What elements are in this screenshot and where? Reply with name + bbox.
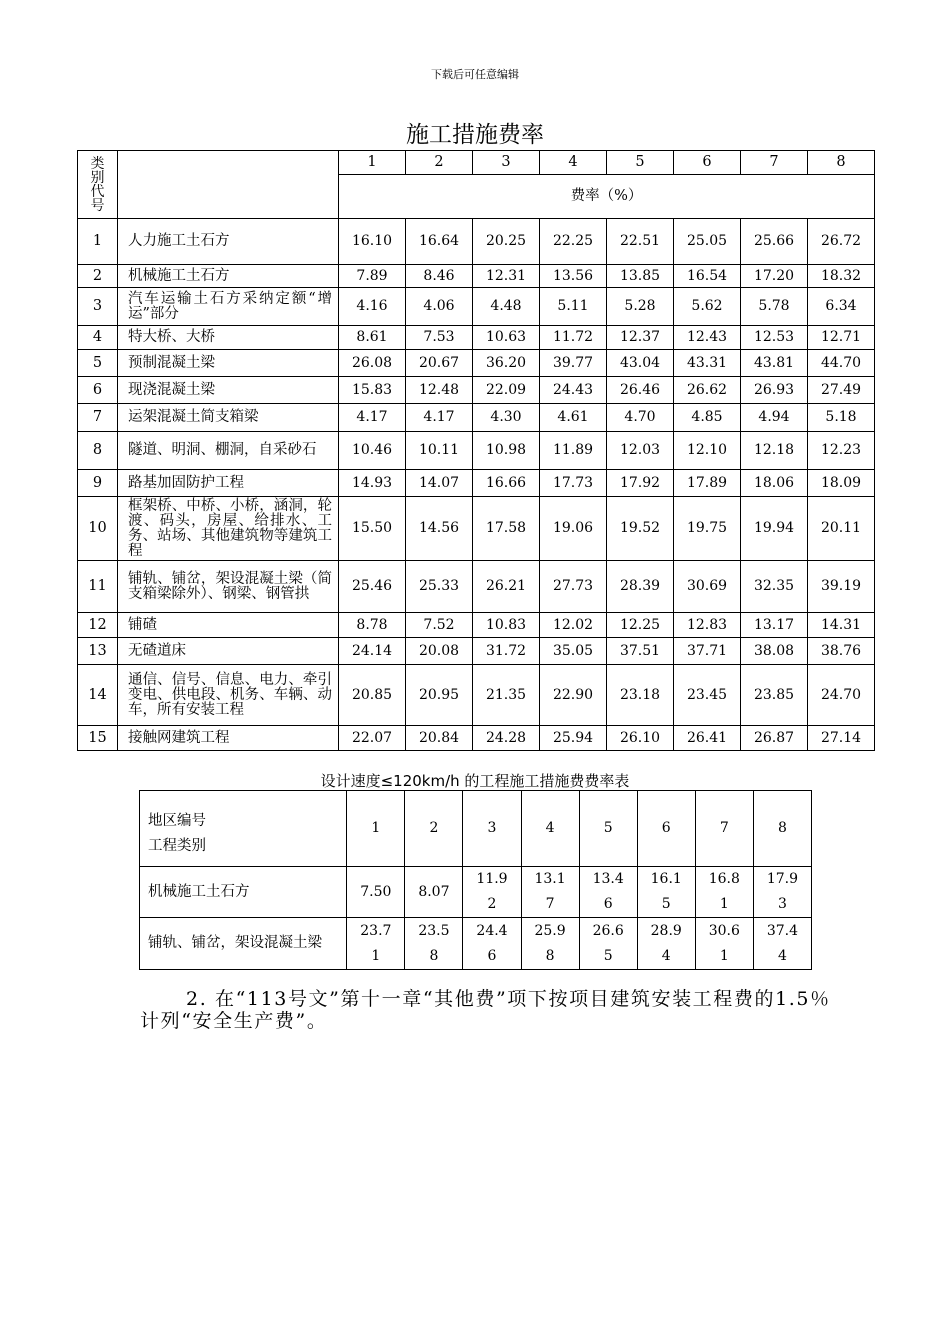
rate-value: 4.85 xyxy=(674,404,741,432)
rate-value: 16.54 xyxy=(674,265,741,288)
region-column-header: 3 xyxy=(463,791,521,867)
category-name: 铺碴 xyxy=(118,613,339,638)
rate-value: 43.81 xyxy=(741,350,808,377)
rate-value: 22.09 xyxy=(473,377,540,404)
rate-value: 37.71 xyxy=(674,638,741,665)
rate-value: 12.03 xyxy=(607,432,674,470)
rate-value: 36.20 xyxy=(473,350,540,377)
rate-value: 23.85 xyxy=(741,665,808,726)
category-name: 路基加固防护工程 xyxy=(118,470,339,497)
rate-value: 4.70 xyxy=(607,404,674,432)
rate-value: 12.23 xyxy=(808,432,875,470)
category-name: 接触网建筑工程 xyxy=(118,726,339,751)
rate-value: 12.53 xyxy=(741,326,808,350)
table-row xyxy=(78,265,875,288)
rate-value: 4.30 xyxy=(473,404,540,432)
rate-value: 23.18 xyxy=(607,665,674,726)
rate-value: 38.08 xyxy=(741,638,808,665)
header-row xyxy=(78,151,875,175)
rate-value: 12.37 xyxy=(607,326,674,350)
rate-value: 26.62 xyxy=(674,377,741,404)
rate-value: 26.6 5 xyxy=(579,918,637,970)
rate-value: 19.06 xyxy=(540,497,607,561)
table-row xyxy=(78,377,875,404)
rate-value: 26.87 xyxy=(741,726,808,751)
rate-value: 22.25 xyxy=(540,219,607,265)
category-code: 9 xyxy=(78,470,118,497)
rate-value: 4.17 xyxy=(406,404,473,432)
rate-value: 23.45 xyxy=(674,665,741,726)
rate-value: 19.75 xyxy=(674,497,741,561)
region-column-header: 4 xyxy=(521,791,579,867)
rate-value: 24.14 xyxy=(339,638,406,665)
category-name: 机械施工土石方 xyxy=(140,867,347,918)
region-column-header: 8 xyxy=(808,151,875,175)
rate-value: 12.48 xyxy=(406,377,473,404)
rate-value: 14.31 xyxy=(808,613,875,638)
rate-value: 21.35 xyxy=(473,665,540,726)
category-code: 14 xyxy=(78,665,118,726)
rate-value: 13.1 7 xyxy=(521,867,579,918)
rate-value: 16.64 xyxy=(406,219,473,265)
rate-value: 14.56 xyxy=(406,497,473,561)
rate-value: 22.51 xyxy=(607,219,674,265)
table-row xyxy=(78,665,875,726)
region-column-header: 5 xyxy=(607,151,674,175)
category-code: 2 xyxy=(78,265,118,288)
header-note: 下载后可任意编辑 xyxy=(431,68,519,81)
rate-value: 26.72 xyxy=(808,219,875,265)
rate-value: 27.14 xyxy=(808,726,875,751)
rate-value: 20.11 xyxy=(808,497,875,561)
region-column-header: 7 xyxy=(695,791,753,867)
rate-value: 16.66 xyxy=(473,470,540,497)
table-row xyxy=(78,561,875,613)
rate-value: 44.70 xyxy=(808,350,875,377)
rate-value: 18.32 xyxy=(808,265,875,288)
page-title: 施工措施费率 xyxy=(406,122,544,148)
rate-value: 35.05 xyxy=(540,638,607,665)
rate-value: 7.50 xyxy=(347,867,405,918)
region-column-header: 8 xyxy=(753,791,811,867)
rate-value: 13.85 xyxy=(607,265,674,288)
rate-value: 17.9 3 xyxy=(753,867,811,918)
rate-value: 27.73 xyxy=(540,561,607,613)
category-name-header xyxy=(118,151,339,219)
table-row xyxy=(78,638,875,665)
rate-value: 18.09 xyxy=(808,470,875,497)
category-name: 铺轨、铺岔，架设混凝土梁（简支箱梁除外）、钢梁、钢管拱 xyxy=(118,561,339,613)
category-name: 框架桥、中桥、小桥，涵洞，轮渡、码头，房屋、给排水、工务、站场、其他建筑物等建筑工程 xyxy=(118,497,339,561)
rate-value: 17.20 xyxy=(741,265,808,288)
rate-value: 24.43 xyxy=(540,377,607,404)
rate-value: 8.46 xyxy=(406,265,473,288)
category-name: 机械施工土石方 xyxy=(118,265,339,288)
rate-value: 4.48 xyxy=(473,288,540,326)
rate-value: 11.89 xyxy=(540,432,607,470)
rate-value: 22.90 xyxy=(540,665,607,726)
rate-value: 20.85 xyxy=(339,665,406,726)
rate-value: 8.61 xyxy=(339,326,406,350)
rate-value: 6.34 xyxy=(808,288,875,326)
category-name: 运架混凝土简支箱梁 xyxy=(118,404,339,432)
region-column-header: 6 xyxy=(674,151,741,175)
rate-value: 31.72 xyxy=(473,638,540,665)
rate-value: 12.25 xyxy=(607,613,674,638)
table-row xyxy=(140,867,812,918)
rate-value: 43.04 xyxy=(607,350,674,377)
rate-value: 5.11 xyxy=(540,288,607,326)
rate-value: 8.78 xyxy=(339,613,406,638)
category-code: 6 xyxy=(78,377,118,404)
safety-fee-paragraph: 2. 在“113号文”第十一章“其他费”项下按项目建筑安装工程费的1.5％计列“安全生产费”。 xyxy=(140,988,831,1032)
rate-value: 26.41 xyxy=(674,726,741,751)
region-column-header: 4 xyxy=(540,151,607,175)
rate-value: 27.49 xyxy=(808,377,875,404)
rate-value: 13.56 xyxy=(540,265,607,288)
table-row xyxy=(78,432,875,470)
table-row xyxy=(78,470,875,497)
table-row xyxy=(78,350,875,377)
rate-value: 25.94 xyxy=(540,726,607,751)
rate-value: 10.46 xyxy=(339,432,406,470)
rate-value: 7.89 xyxy=(339,265,406,288)
rate-value: 23.7 1 xyxy=(347,918,405,970)
speed-rate-table xyxy=(139,790,812,970)
rate-value: 23.5 8 xyxy=(405,918,463,970)
rate-value: 5.78 xyxy=(741,288,808,326)
table-row xyxy=(78,219,875,265)
header-row xyxy=(140,791,812,867)
table-row xyxy=(78,288,875,326)
rate-value: 24.4 6 xyxy=(463,918,521,970)
rate-value: 26.08 xyxy=(339,350,406,377)
rate-value: 26.46 xyxy=(607,377,674,404)
rate-value: 39.19 xyxy=(808,561,875,613)
category-name: 通信、信号、信息、电力、牵引变电、供电段、机务、车辆、动车，所有安装工程 xyxy=(118,665,339,726)
rate-value: 25.05 xyxy=(674,219,741,265)
rate-value: 19.94 xyxy=(741,497,808,561)
rate-value: 4.16 xyxy=(339,288,406,326)
rate-value: 17.89 xyxy=(674,470,741,497)
table-row xyxy=(78,613,875,638)
table-row xyxy=(78,326,875,350)
category-code: 13 xyxy=(78,638,118,665)
table-row xyxy=(78,726,875,751)
rate-table xyxy=(77,150,875,751)
rate-value: 20.67 xyxy=(406,350,473,377)
rate-value: 14.93 xyxy=(339,470,406,497)
category-code: 7 xyxy=(78,404,118,432)
rate-value: 20.84 xyxy=(406,726,473,751)
rate-value: 20.08 xyxy=(406,638,473,665)
rate-value: 24.28 xyxy=(473,726,540,751)
rate-value: 16.1 5 xyxy=(637,867,695,918)
region-category-header: 地区编号 工程类别 xyxy=(140,791,347,867)
table-row xyxy=(140,918,812,970)
rate-value: 32.35 xyxy=(741,561,808,613)
category-code: 8 xyxy=(78,432,118,470)
rate-value: 17.58 xyxy=(473,497,540,561)
category-code: 5 xyxy=(78,350,118,377)
rate-value: 30.6 1 xyxy=(695,918,753,970)
region-column-header: 2 xyxy=(406,151,473,175)
rate-value: 4.06 xyxy=(406,288,473,326)
rate-value: 19.52 xyxy=(607,497,674,561)
rate-subheader: 费率（%） xyxy=(339,175,875,219)
region-column-header: 1 xyxy=(347,791,405,867)
rate-value: 26.93 xyxy=(741,377,808,404)
rate-value: 5.28 xyxy=(607,288,674,326)
rate-value: 12.10 xyxy=(674,432,741,470)
rate-value: 28.9 4 xyxy=(637,918,695,970)
rate-value: 11.72 xyxy=(540,326,607,350)
rate-value: 12.02 xyxy=(540,613,607,638)
rate-value: 24.70 xyxy=(808,665,875,726)
table2-caption: 设计速度≤120km/h 的工程施工措施费费率表 xyxy=(320,772,630,790)
rate-value: 37.4 4 xyxy=(753,918,811,970)
rate-value: 5.18 xyxy=(808,404,875,432)
rate-value: 12.71 xyxy=(808,326,875,350)
region-column-header: 3 xyxy=(473,151,540,175)
category-name: 人力施工土石方 xyxy=(118,219,339,265)
category-code: 10 xyxy=(78,497,118,561)
rate-value: 15.83 xyxy=(339,377,406,404)
category-name: 隧道、明洞、棚洞，自采砂石 xyxy=(118,432,339,470)
region-column-header: 7 xyxy=(741,151,808,175)
rate-value: 12.43 xyxy=(674,326,741,350)
rate-value: 17.92 xyxy=(607,470,674,497)
rate-value: 43.31 xyxy=(674,350,741,377)
rate-value: 12.83 xyxy=(674,613,741,638)
rate-value: 4.17 xyxy=(339,404,406,432)
category-code: 15 xyxy=(78,726,118,751)
rate-value: 17.73 xyxy=(540,470,607,497)
region-column-header: 2 xyxy=(405,791,463,867)
region-column-header: 1 xyxy=(339,151,406,175)
rate-value: 26.21 xyxy=(473,561,540,613)
rate-value: 20.95 xyxy=(406,665,473,726)
rate-value: 5.62 xyxy=(674,288,741,326)
rate-value: 12.18 xyxy=(741,432,808,470)
rate-value: 20.25 xyxy=(473,219,540,265)
table-row xyxy=(78,404,875,432)
category-code: 3 xyxy=(78,288,118,326)
rate-value: 13.4 6 xyxy=(579,867,637,918)
rate-value: 16.10 xyxy=(339,219,406,265)
table-row xyxy=(78,497,875,561)
rate-value: 12.31 xyxy=(473,265,540,288)
rate-value: 18.06 xyxy=(741,470,808,497)
rate-value: 16.8 1 xyxy=(695,867,753,918)
rate-value: 10.83 xyxy=(473,613,540,638)
rate-value: 7.52 xyxy=(406,613,473,638)
rate-value: 13.17 xyxy=(741,613,808,638)
rate-value: 26.10 xyxy=(607,726,674,751)
rate-value: 11.9 2 xyxy=(463,867,521,918)
rate-value: 4.94 xyxy=(741,404,808,432)
rate-value: 38.76 xyxy=(808,638,875,665)
rate-value: 4.61 xyxy=(540,404,607,432)
rate-value: 15.50 xyxy=(339,497,406,561)
rate-value: 25.66 xyxy=(741,219,808,265)
rate-value: 25.46 xyxy=(339,561,406,613)
rate-value: 8.07 xyxy=(405,867,463,918)
rate-value: 10.98 xyxy=(473,432,540,470)
rate-value: 25.33 xyxy=(406,561,473,613)
category-name: 特大桥、大桥 xyxy=(118,326,339,350)
category-code: 1 xyxy=(78,219,118,265)
region-column-header: 6 xyxy=(637,791,695,867)
rate-value: 10.11 xyxy=(406,432,473,470)
category-name: 现浇混凝土梁 xyxy=(118,377,339,404)
category-name: 无碴道床 xyxy=(118,638,339,665)
category-name: 铺轨、铺岔，架设混凝土梁 xyxy=(140,918,347,970)
category-code-header: 类 别 代 号 xyxy=(78,151,118,219)
region-column-header: 5 xyxy=(579,791,637,867)
category-name: 预制混凝土梁 xyxy=(118,350,339,377)
rate-value: 10.63 xyxy=(473,326,540,350)
category-code: 12 xyxy=(78,613,118,638)
rate-value: 37.51 xyxy=(607,638,674,665)
rate-value: 25.9 8 xyxy=(521,918,579,970)
category-code: 4 xyxy=(78,326,118,350)
rate-value: 7.53 xyxy=(406,326,473,350)
rate-value: 39.77 xyxy=(540,350,607,377)
rate-value: 30.69 xyxy=(674,561,741,613)
category-name: 汽车运输土石方采纳定额“增运”部分 xyxy=(118,288,339,326)
rate-value: 14.07 xyxy=(406,470,473,497)
rate-value: 28.39 xyxy=(607,561,674,613)
category-code: 11 xyxy=(78,561,118,613)
rate-value: 22.07 xyxy=(339,726,406,751)
